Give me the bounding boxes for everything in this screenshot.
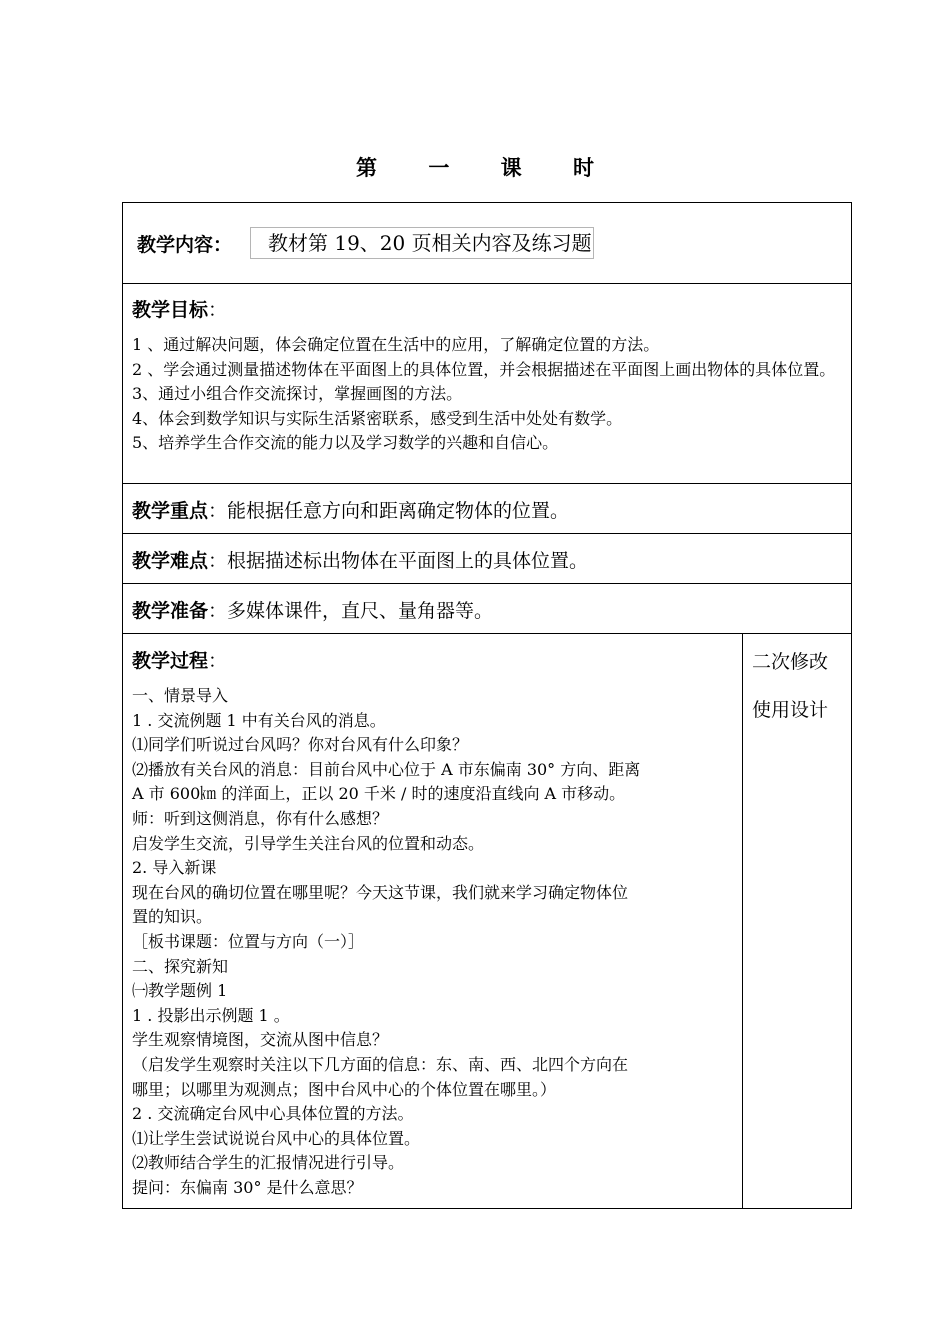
teaching-process-cell — [123, 634, 743, 1208]
process-line: 提问：东偏南 30° 是什么意思？ — [132, 1177, 363, 1197]
process-line: 师：听到这侧消息，你有什么感想？ — [132, 808, 389, 828]
difficulty-line — [132, 546, 588, 573]
preparation-label: 教学准备 — [132, 600, 209, 622]
teaching-goals-label: 教学目标 — [132, 299, 209, 321]
usage-design-label: 使用设计 — [752, 699, 829, 721]
preparation-row — [123, 584, 851, 634]
key-point-line — [132, 496, 569, 523]
process-line: 一、情景导入 — [132, 686, 229, 705]
teaching-process-text — [132, 684, 736, 1200]
process-line: ㈠教学题例 1 — [132, 981, 228, 1001]
teaching-process-heading — [132, 646, 227, 673]
goal-item: 5、培养学生合作交流的能力以及学习数学的兴趣和自信心。 — [132, 433, 559, 453]
teaching-content-row — [123, 203, 851, 284]
difficulty-label: 教学难点 — [132, 550, 209, 572]
process-line: 学生观察情境图，交流从图中信息？ — [132, 1030, 389, 1050]
process-line: 1 . 投影出示例题 1 。 — [132, 1005, 290, 1025]
process-line: （启发学生观察时关注以下几方面的信息：东、南、西、北四个方向在 — [132, 1054, 629, 1074]
teaching-process-colon: ： — [208, 650, 228, 672]
revision-design-cell — [743, 634, 851, 1208]
process-line: 置的知识。 — [132, 907, 213, 927]
lesson-plan-table — [122, 202, 852, 1209]
key-point-value: ：能根据任意方向和距离确定物体的位置。 — [208, 500, 570, 522]
teaching-goals-row — [123, 284, 851, 484]
teaching-goals-colon: ： — [208, 299, 228, 321]
process-line: ⑴让学生尝试说说台风中心的具体位置。 — [132, 1128, 421, 1148]
teaching-process-label: 教学过程 — [132, 650, 209, 672]
teaching-content-label: 教学内容： — [137, 234, 233, 256]
teaching-process-row — [123, 634, 851, 1208]
teaching-content-field: 教材第 19、20 页相关内容及练习题 — [250, 227, 594, 259]
process-line: A 市 600㎞ 的洋面上，正以 20 千米 / 时的速度沿直线向 A 市移动。 — [132, 784, 626, 804]
difficulty-value: ：根据描述标出物体在平面图上的具体位置。 — [208, 550, 589, 572]
revision-label: 二次修改 — [752, 651, 829, 673]
key-point-label: 教学重点 — [132, 500, 209, 522]
process-line: ⑵播放有关台风的消息：目前台风中心位于 A 市东偏南 30° 方向、距离 — [132, 759, 641, 779]
goal-item: 1 、通过解决问题，体会确定位置在生活中的应用，了解确定位置的方法。 — [132, 335, 660, 354]
goal-item: 2 、学会通过测量描述物体在平面图上的具体位置，并会根据描述在平面图上画出物体的具体位置。 — [132, 359, 836, 379]
process-line: 启发学生交流，引导学生关注台风的位置和动态。 — [132, 833, 485, 853]
process-line: 2. 导入新课 — [132, 858, 217, 878]
process-line: ［板书课题：位置与方向（一）］ — [132, 931, 365, 951]
process-line: 哪里；以哪里为观测点；图中台风中心的个体位置在哪里。） — [132, 1079, 557, 1099]
preparation-value: ：多媒体课件，直尺、量角器等。 — [208, 600, 494, 622]
teaching-goals-heading — [132, 295, 227, 322]
process-line: 二、探究新知 — [132, 956, 229, 976]
process-line: ⑴同学们听说过台风吗？你对台风有什么印象？ — [132, 735, 469, 755]
key-point-row — [123, 484, 851, 534]
teaching-goals-list — [132, 333, 844, 456]
goal-item: 4、体会到数学知识与实际生活紧密联系，感受到生活中处处有数学。 — [132, 408, 623, 428]
process-line: 2 . 交流确定台风中心具体位置的方法。 — [132, 1104, 414, 1124]
preparation-line — [132, 596, 493, 623]
difficulty-row — [123, 534, 851, 584]
process-line: 1 . 交流例题 1 中有关台风的消息。 — [132, 710, 386, 730]
page-title: 第 一 课 时 — [356, 156, 616, 180]
process-line: 现在台风的确切位置在哪里呢？今天这节课，我们就来学习确定物体位 — [132, 882, 629, 902]
process-line: ⑵教师结合学生的汇报情况进行引导。 — [132, 1153, 405, 1173]
goal-item: 3、通过小组合作交流探讨，掌握画图的方法。 — [132, 384, 463, 404]
